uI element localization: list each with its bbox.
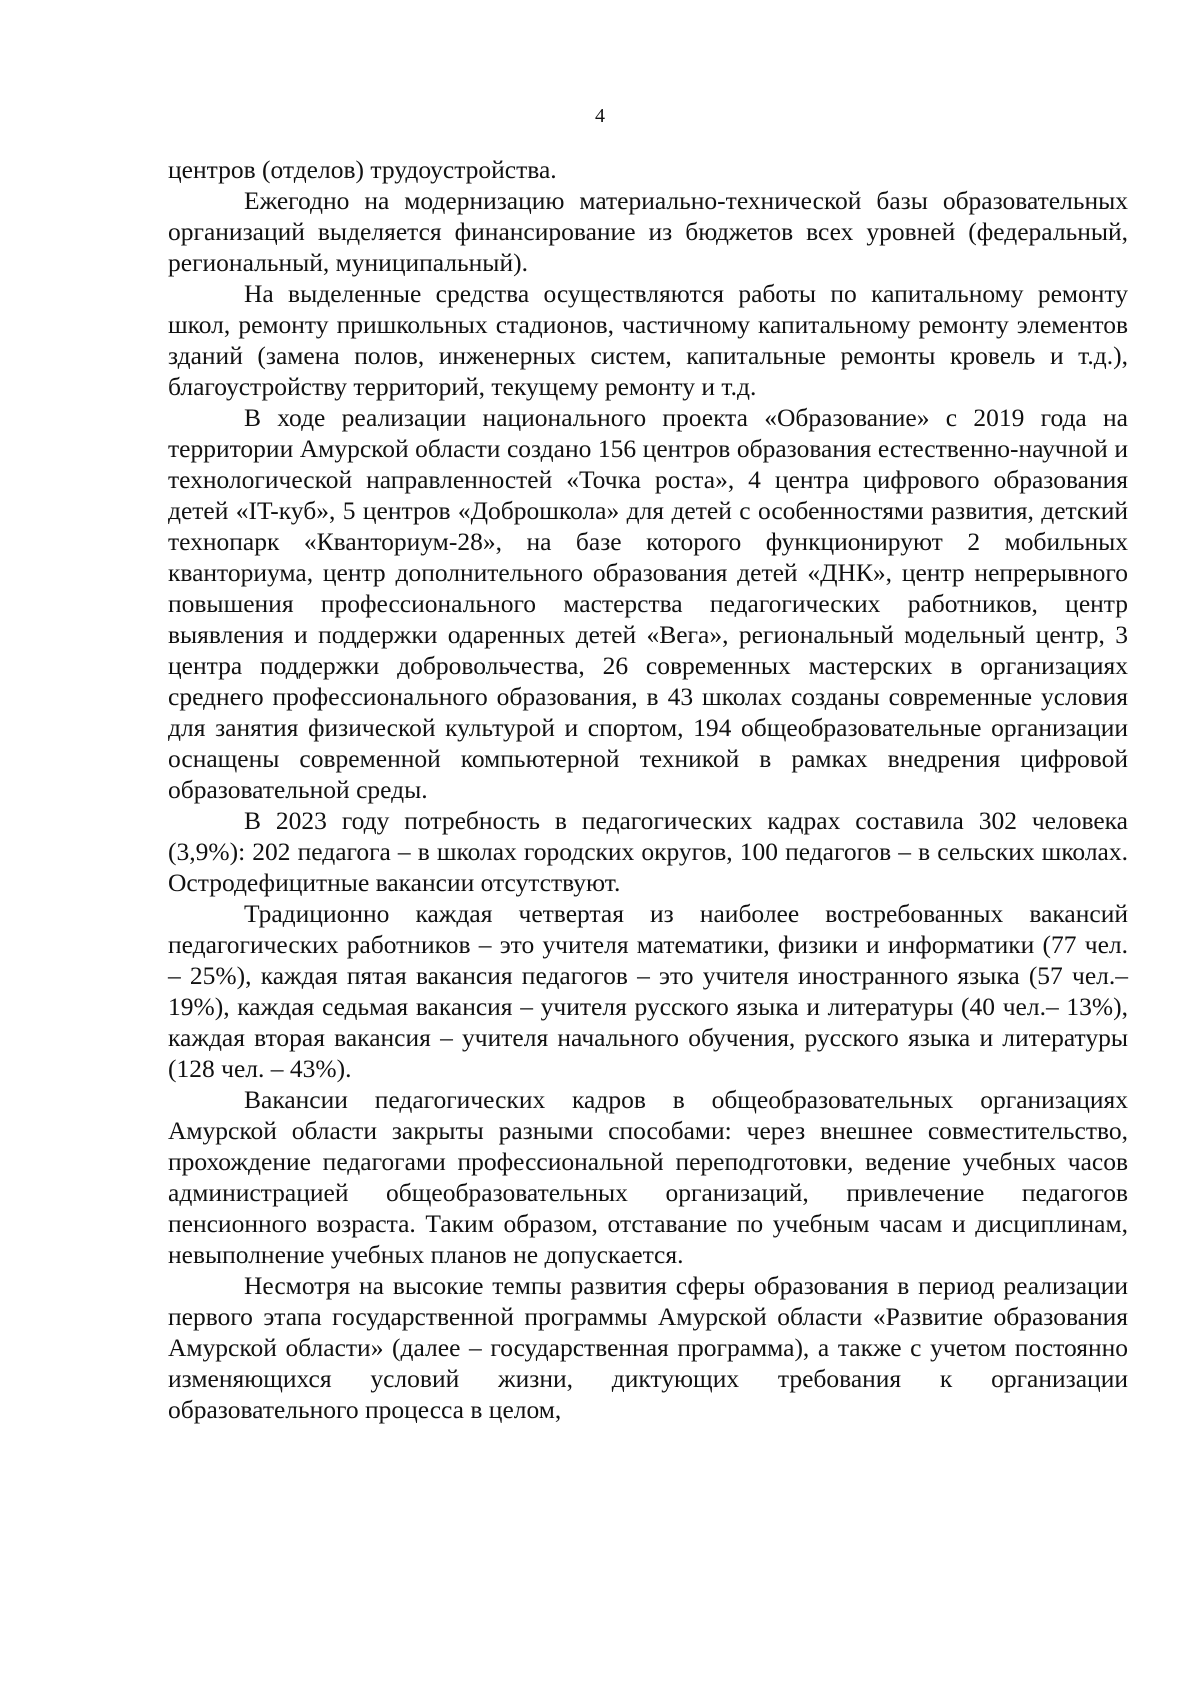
paragraph-7: Вакансии педагогических кадров в общеобразовательных организациях Амурской области закрыты разными способами: через внешнее совместительство, прохождение педагогами профессиональной переподготовки, ведение учебных часов администрацией общеобразовательных организаций, привлечение педагогов пенсионного возраста. Таким образом, отставание по учебным часам и дисциплинам, невыполнение учебных планов не допускается. xyxy=(168,1085,1128,1269)
paragraph-5: В 2023 году потребность в педагогических кадрах составила 302 человека (3,9%): 202 педагога – в школах городских округов, 100 педагогов – в сельских школах. Остродефицитные вакансии отсутствуют. xyxy=(168,806,1128,897)
document-body xyxy=(168,154,1128,1425)
paragraph-3: На выделенные средства осуществляются работы по капитальному ремонту школ, ремонту пришкольных стадионов, частичному капитальному ремонту элементов зданий (замена полов, инженерных систем, капитальные ремонты кровель и т.д.), благоустройству территорий, текущему ремонту и т.д. xyxy=(168,279,1128,401)
paragraph-2: Ежегодно на модернизацию материально-технической базы образовательных организаций выделяется финансирование из бюджетов всех уровней (федеральный, региональный, муниципальный). xyxy=(168,186,1128,277)
paragraph-4: В ходе реализации национального проекта «Образование» с 2019 года на территории Амурской области создано 156 центров образования естественно-научной и технологической направленностей «Точка роста», 4 центра цифрового образования детей «IT-куб», 5 центров «Доброшкола» для детей с особенностями развития, детский технопарк «Кванториум-28», на базе которого функционируют 2 мобильных кванториума, центр дополнительного образования детей «ДНК», центр непрерывного повышения профессионального мастерства педагогических работников, центр выявления и поддержки одаренных детей «Вега», региональный модельный центр, 3 центра поддержки добровольчества, 26 современных мастерских в организациях среднего профессионального образования, в 43 школах созданы современные условия для занятия физической культурой и спортом, 194 общеобразовательные организации оснащены современной компьютерной техникой в рамках внедрения цифровой образовательной среды. xyxy=(168,403,1128,804)
paragraph-8: Несмотря на высокие темпы развития сферы образования в период реализации первого этапа государственной программы Амурской области «Развитие образования Амурской области» (далее – государственная программа), а также с учетом постоянно изменяющихся условий жизни, диктующих требования к организации образовательного процесса в целом, xyxy=(168,1271,1128,1424)
paragraph-1: центров (отделов) трудоустройства. xyxy=(168,155,557,184)
paragraph-6: Традиционно каждая четвертая из наиболее востребованных вакансий педагогических работников – это учителя математики, физики и информатики (77 чел. – 25%), каждая пятая вакансия педагогов – это учителя иностранного языка (57 чел.– 19%), каждая седьмая вакансия – учителя русского языка и литературы (40 чел.– 13%), каждая вторая вакансия – учителя начального обучения, русского языка и литературы (128 чел. – 43%). xyxy=(168,899,1128,1083)
page-number: 4 xyxy=(595,105,605,127)
